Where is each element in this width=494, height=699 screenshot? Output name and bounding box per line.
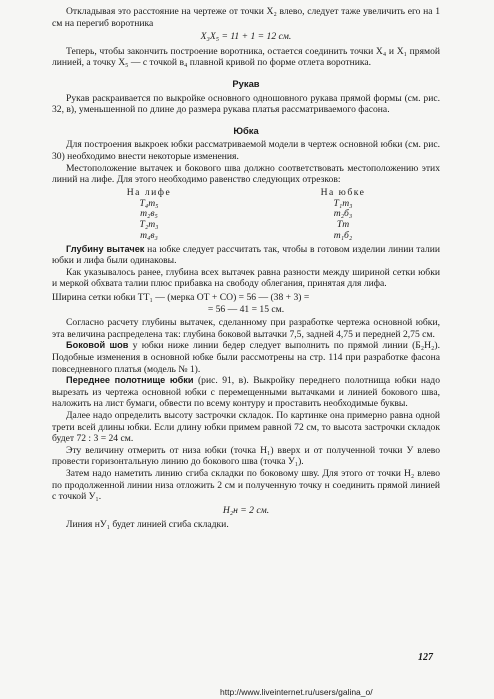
page-body — [52, 6, 440, 531]
bodice-column — [74, 188, 224, 242]
paragraph — [52, 244, 440, 267]
segment-item: Т₂т₃ — [139, 219, 159, 231]
formula: Н₂н = 2 см. — [222, 504, 270, 516]
bold-term: Переднее полотнище юбки — [66, 375, 194, 386]
paragraph: Рукав раскраивается по выкройке основного одношовного рукава прямой формы (см. рис. 32, в), уменьшенной по длине до размера рукава платья рассматриваемого фасона. — [52, 92, 440, 116]
formula-line: = 56 — 41 = 15 см. — [207, 303, 285, 315]
paragraph: Затем надо наметить линию сгиба складки по боковому шву. Для этого от точки Н₂ влево по продолженной линии низа отложить 2 см и полученную точку н соединить прямой линией с точкой У₁. — [52, 467, 440, 503]
formula-line: Ширина сетки юбки ТТ₁ — (мерка ОТ + СО) = 56 — (38 + 3) = — [52, 292, 310, 304]
segment-item: Тт — [336, 219, 350, 231]
paragraph-text: у юбки ниже линии бедер следует выполнить по прямой линии (Б₂Н₂). Подобные изменения в основной юбке были рассмотрены на стр. 114 при разработке фасона повседневного платья (модель № 1). — [52, 340, 440, 375]
column-header: На юбке — [320, 186, 366, 198]
paragraph: Согласно расчету глубины вытачек, сделанному при разработке чертежа основной юбки, эта величина распределена так: глубина боковой вытачки 7,5, задней 4,75 и передней 2,75 см. — [52, 317, 440, 340]
paragraph: Теперь, чтобы закончить построение воротника, остается соединить точки X₄ и X₁ прямой линией, а точку X₅ — с точкой в₄ плавной кривой по форме отлета воротника. — [52, 45, 440, 69]
paragraph: Линия нУ₁ будет линией сгиба складки. — [66, 519, 229, 531]
paragraph-text: (рис. 91, в). Выкройку переднего полотнища юбки надо вырезать из чертежа основной юбки с перемещенными вытачками и линией бокового шва, наложить на лист бумаги, обвести по всему контуру и проставить необходимые буквы. — [52, 375, 440, 410]
paragraph: Местоположение вытачек и бокового шва должно соответствовать местоположению этих линий на лифе. Для этого необходимо равенство следующих отрезков: — [52, 162, 440, 186]
section-heading-skirt: Юбка — [233, 124, 259, 136]
bold-term: Глубину вытачек — [66, 243, 145, 254]
bold-term: Боковой шов — [66, 340, 129, 351]
segment-item: Т₄т₅ — [139, 197, 159, 209]
paragraph: Для построения выкроек юбки рассматриваемой модели в чертеж основной юбки (см. рис. 30) необходимо внести некоторые изменения. — [52, 139, 440, 162]
section-heading-sleeve: Рукав — [232, 77, 260, 89]
segment-item: Т₁т₃ — [333, 197, 353, 209]
segment-item: т₂в₅ — [140, 208, 158, 220]
skirt-column — [268, 188, 418, 242]
paragraph: Откладывая это расстояние на чертеже от точки X₂ влево, следует таже увеличить его на 1 см на перегиб воротника — [52, 6, 440, 29]
paragraph — [52, 340, 440, 375]
page-number: 127 — [418, 652, 433, 663]
paragraph: Далее надо определить высоту застрочки складок. По картинке она примерно равна одной трети всей длины юбки. Если длину юбки примем равной 72 см, то высота застрочки складок будет 72 : 3 = 24 см. — [52, 410, 440, 445]
segment-item: т₄в₃ — [140, 229, 158, 241]
segment-item: т₂б₃ — [333, 208, 353, 220]
segment-table — [52, 188, 440, 242]
paragraph-text: на юбке следует рассчитать так, чтобы в готовом изделии линии талии юбки и лифа были одинаковы. — [52, 243, 440, 267]
paragraph: Как указывалось ранее, глубина всех вытачек равна разности между шириной сетки юбки и меркой обхвата талии плюс прибавка на свободу облегания, принятая для лифа. — [52, 266, 440, 290]
footer-url[interactable]: http://www.liveinternet.ru/users/galina_o/ — [220, 687, 373, 697]
paragraph: Эту величину отмерить от низа юбки (точка Н₁) вверх и от полученной точки У влево провести горизонтальную линию до бокового шва (точка У₁). — [52, 444, 440, 468]
paragraph — [52, 375, 440, 410]
segment-item: т₁б₂ — [333, 229, 353, 241]
formula: X₃X₅ = 11 + 1 = 12 см. — [200, 31, 292, 43]
column-header: На лифе — [126, 186, 172, 198]
